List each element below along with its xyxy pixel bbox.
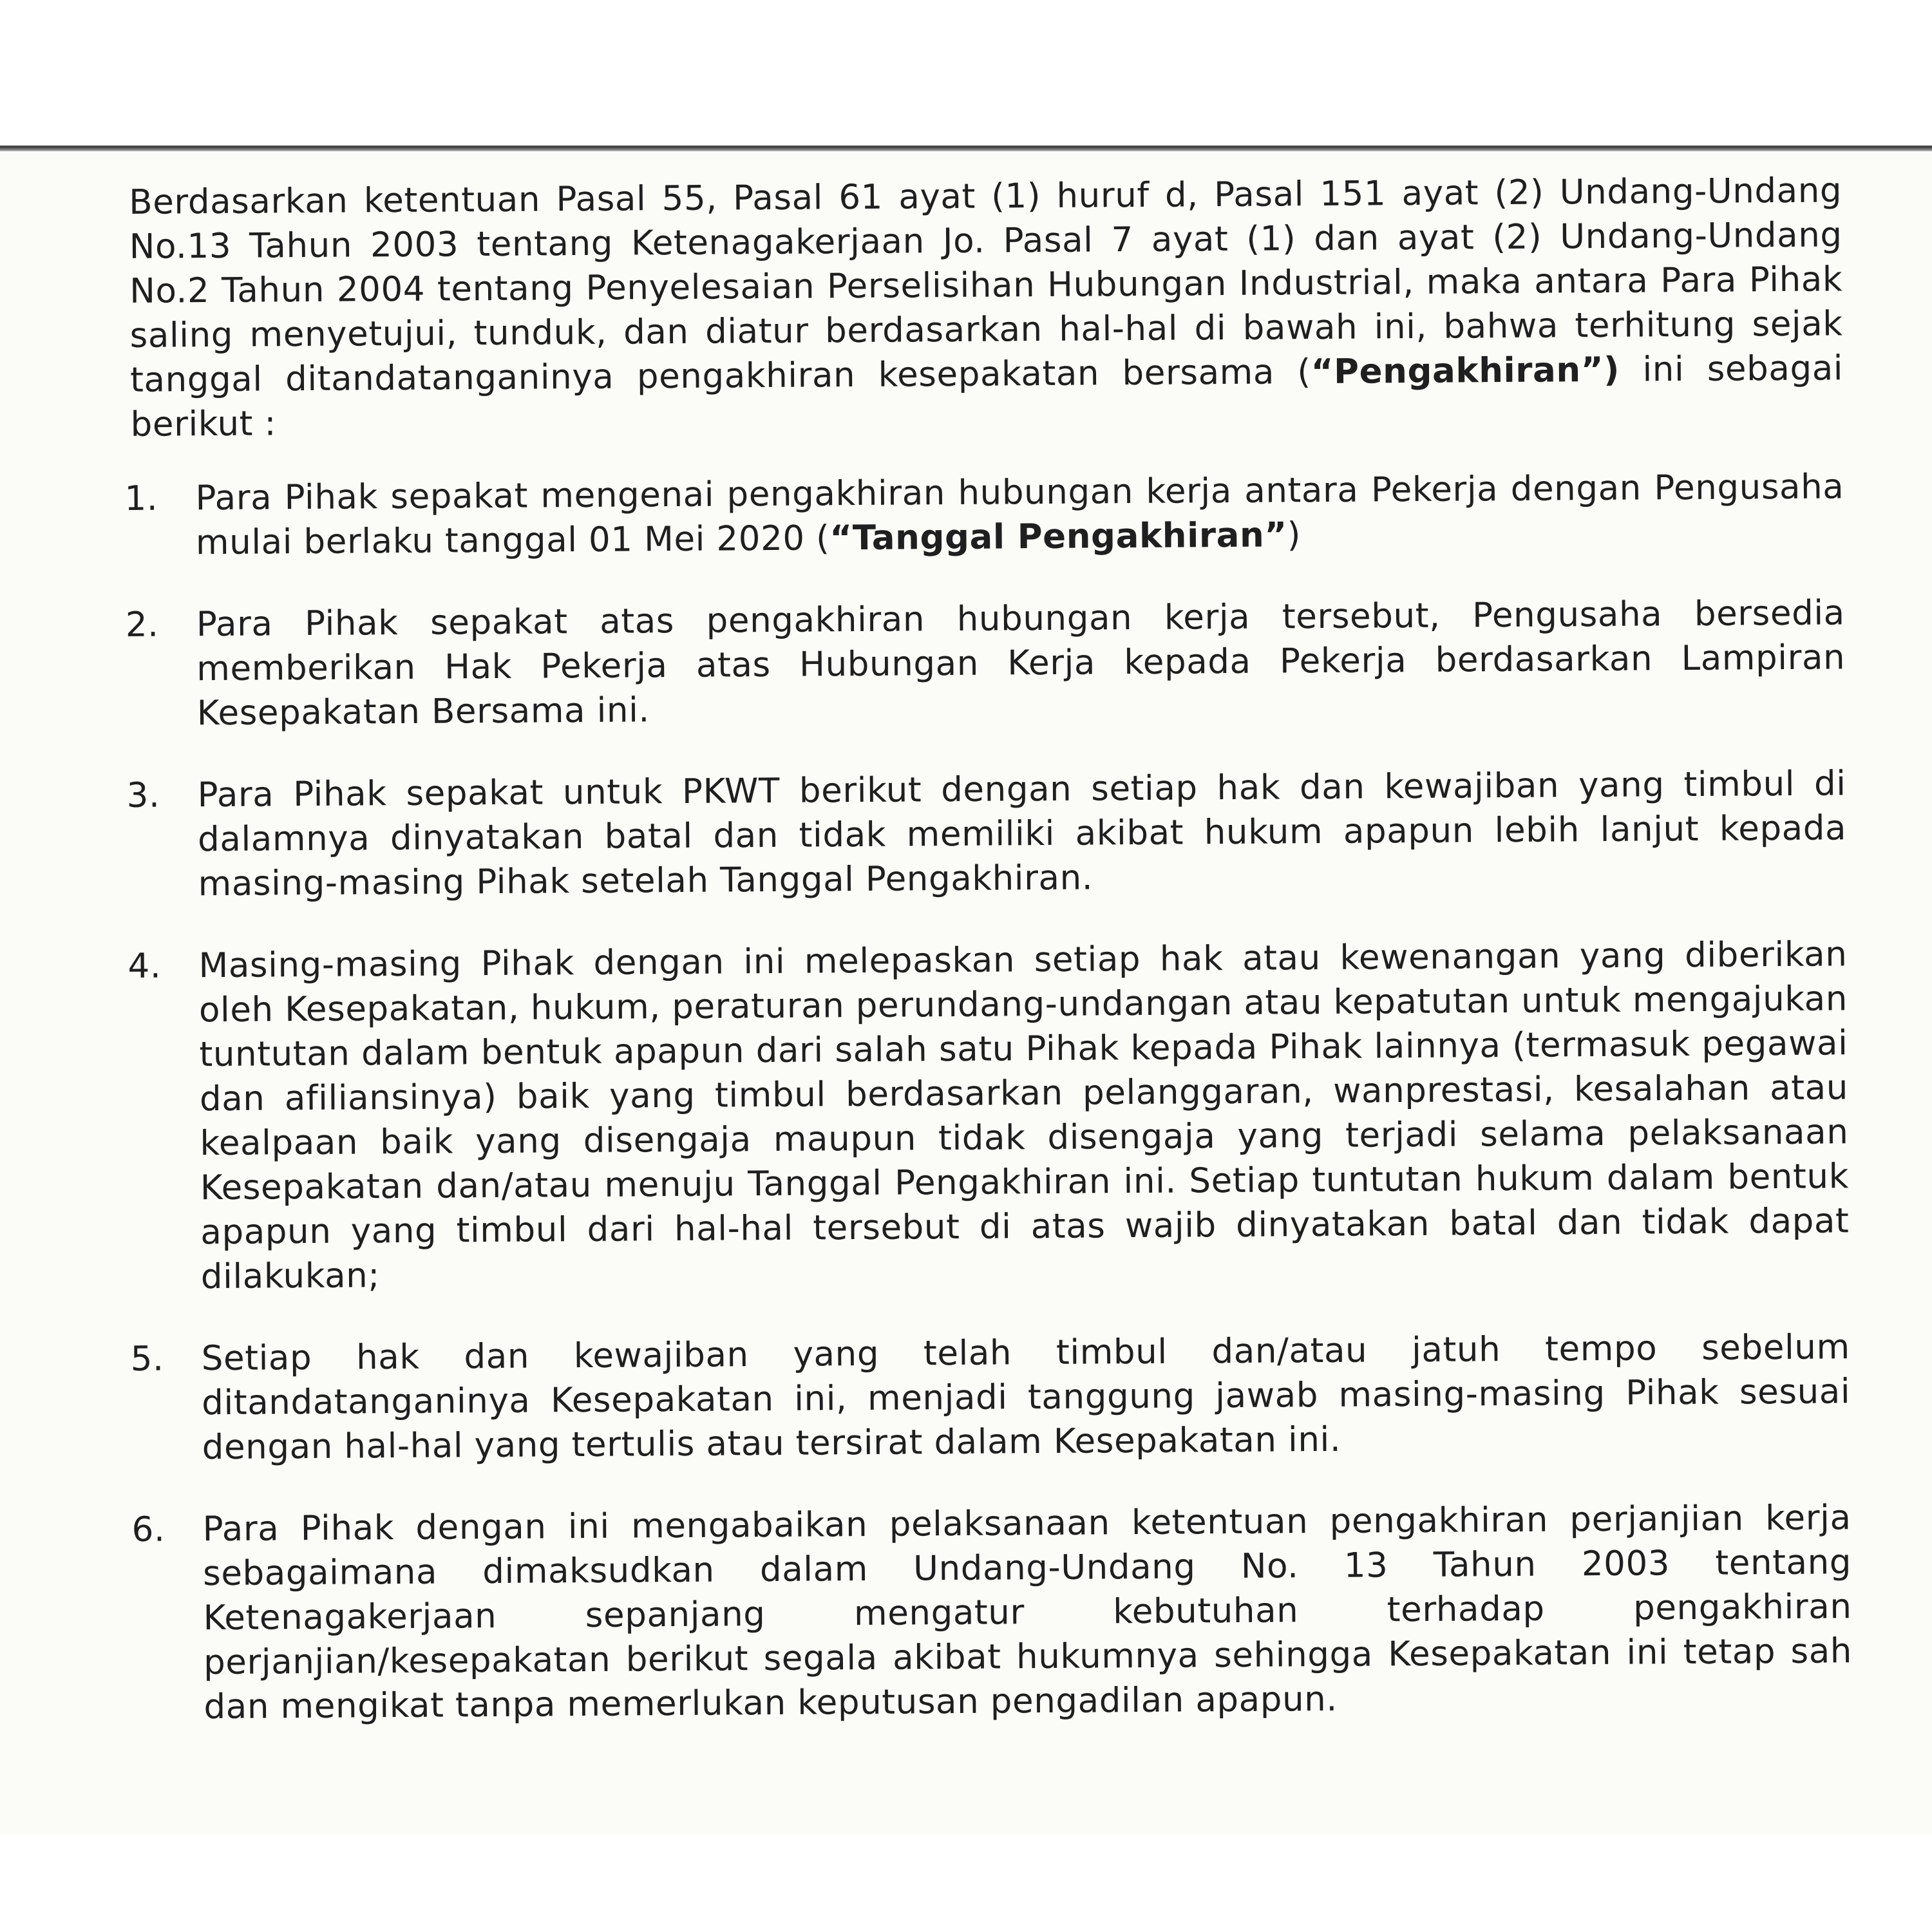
clause-number: 2. [125, 605, 159, 645]
clause-text: Setiap hak dan kewajiban yang telah timbul dan/atau jatuh tempo sebelum ditandatanganinya Kesepakatan ini, menjadi tanggung jawab masing-masing Pihak sesuai dengan hal-hal yang tertulis atau tersirat dalam Kesepakatan ini. [201, 1327, 1851, 1468]
clause-text: Para Pihak sepakat mengenai pengakhiran hubungan kerja antara Pekerja dengan Pengusaha mulai berlaku tanggal 01 Mei 2020 ( [195, 467, 1844, 563]
agreement-document [122, 168, 1853, 1767]
clause-5 [131, 1325, 1851, 1470]
clause-text: Para Pihak dengan ini mengabaikan pelaksanaan ketentuan pengakhiran perjanjian kerja sebagaimana dimaksudkan dalam Undang-Undang No. 13 Tahun 2003 tentang Ketenagakerjaan sepanjang mengatur kebutuhan terhadap pengakhiran perjanjian/kesepakatan berikut segala akibat hukumnya sehingga Kesepakatan ini tetap sah dan mengikat tanpa memerlukan keputusan pengadilan apapun. [202, 1498, 1853, 1727]
clause-6 [131, 1495, 1852, 1730]
intro-tail: ini sebagai berikut : [130, 348, 1844, 444]
clause-tail: ) [1287, 515, 1302, 555]
clause-list [124, 464, 1853, 1730]
clause-number: 1. [124, 478, 158, 518]
clause-number: 4. [128, 946, 162, 986]
clause-4 [128, 932, 1850, 1300]
clause-text: Para Pihak sepakat untuk PKWT berikut dengan setiap hak dan kewajiban yang timbul di dalamnya dinyatakan batal dan tidak memiliki akibat hukum apapun lebih lanjut kepada masing-masing Pihak setelah Tanggal Pengakhiran. [197, 764, 1847, 904]
clause-1 [124, 464, 1844, 565]
clause-defined-term: “Tanggal Pengakhiran” [829, 515, 1287, 558]
clause-2 [126, 591, 1846, 736]
clause-3 [126, 761, 1846, 907]
page-top-edge [0, 146, 1932, 151]
intro-text: Berdasarkan ketentuan Pasal 55, Pasal 61 ayat (1) huruf d, Pasal 151 ayat (2) Undang-Undang No.13 Tahun 2003 tentang Ketenagakerjaan Jo. Pasal 7 ayat (1) dan ayat (2) Undang-Undang No.2 Tahun 2004 tentang Penyelesaian Perselisihan Hubungan Industrial, maka antara Para Pihak saling menyetujui, tunduk, dan diatur berdasarkan hal-hal di bawah ini, bahwa terhitung sejak tanggal ditandatanganinya pengakhiran kesepakatan bersama ( [129, 171, 1843, 400]
intro-defined-term: “Pengakhiran”) [1311, 350, 1620, 392]
clause-number: 6. [131, 1510, 166, 1549]
clause-number: 5. [130, 1339, 164, 1379]
clause-number: 3. [126, 775, 160, 815]
clause-text: Masing-masing Pihak dengan ini melepaskan setiap hak atau kewenangan yang diberikan oleh Kesepakatan, hukum, peraturan perundang-undangan atau kepatutan untuk mengajukan tuntutan dalam bentuk apapun dari salah satu Pihak kepada Pihak lainnya (termasuk pegawai dan afiliansinya) baik yang timbul berdasarkan pelanggaran, wanprestasi, kesalahan atau kealpaan baik yang disengaja maupun tidak disengaja yang terjadi selama pelaksanaan Kesepakatan dan/atau menuju Tanggal Pengakhiran ini. Setiap tuntutan hukum dalam bentuk apapun yang timbul dari hal-hal tersebut di atas wajib dinyatakan batal dan tidak dapat dilakukan; [198, 934, 1850, 1297]
intro-paragraph [129, 168, 1844, 447]
clause-text: Para Pihak sepakat atas pengakhiran hubungan kerja tersebut, Pengusaha bersedia memberikan Hak Pekerja atas Hubungan Kerja kepada Pekerja berdasarkan Lampiran Kesepakatan Bersama ini. [196, 593, 1846, 734]
